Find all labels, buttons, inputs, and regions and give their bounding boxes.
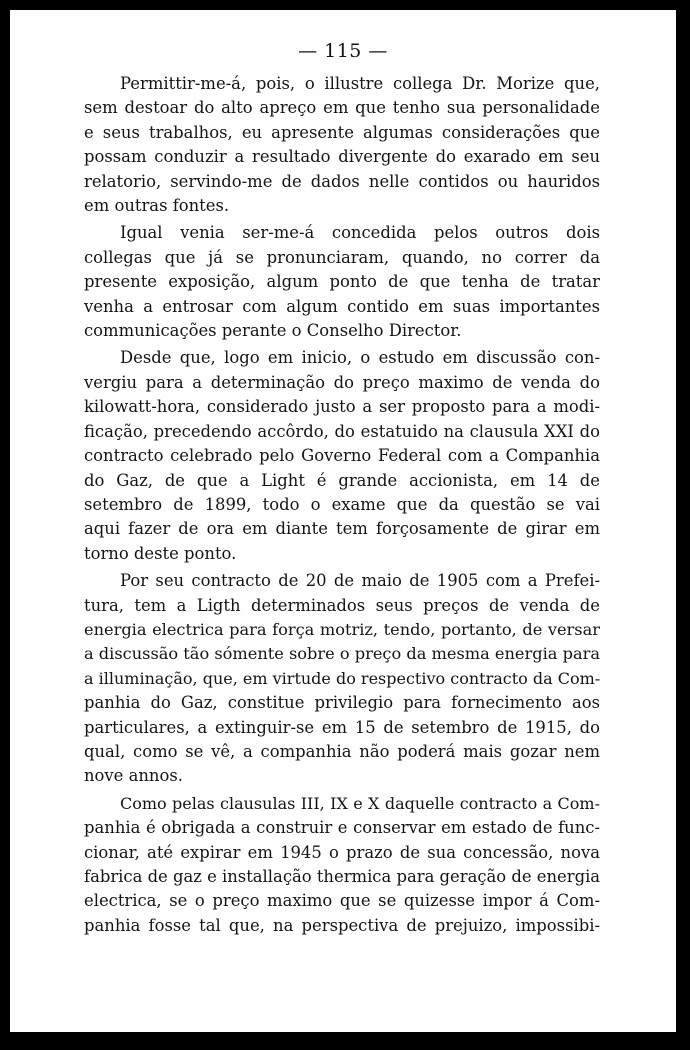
paragraph xyxy=(84,569,600,789)
text-line: torno deste ponto. xyxy=(84,543,237,563)
text-line: kilowatt-hora, considerado justo a ser proposto para a modi- xyxy=(84,397,600,417)
page-number: — 115 — xyxy=(298,40,388,62)
text-line: do Gaz, de que a Light é grande accionista, em 14 de xyxy=(84,470,600,490)
paragraph xyxy=(84,221,600,343)
text-line: nove annos. xyxy=(84,766,183,786)
document-page xyxy=(10,10,676,1032)
text-line: setembro de 1899, todo o exame que da questão se vai xyxy=(84,494,600,514)
text-line: Igual venia ser-me-á concedida pelos outros dois xyxy=(120,223,600,243)
text-line: energia electrica para força motriz, tendo, portanto, de versar xyxy=(84,619,600,639)
text-line: relatorio, servindo-me de dados nelle contidos ou hauridos xyxy=(84,171,600,191)
text-line: tura, tem a Ligth determinados seus preços de venda de xyxy=(84,595,600,615)
paragraph xyxy=(84,346,600,566)
text-line: a illuminação, que, em virtude do respectivo contracto da Com- xyxy=(84,668,601,688)
text-line: Desde que, logo em inicio, o estudo em discussão con- xyxy=(120,348,600,368)
text-line: venha a entrosar com algum contido em suas importantes xyxy=(84,296,600,316)
text-line: Como pelas clausulas III, IX e X daquelle contracto a Com- xyxy=(120,793,600,813)
text-line: em outras fontes. xyxy=(84,196,230,216)
text-line: possam conduzir a resultado divergente do exarado em seu xyxy=(84,147,600,167)
text-line: aqui fazer de ora em diante tem forçosamente de girar em xyxy=(84,519,600,539)
text-line: panhia do Gaz, constitue privilegio para fornecimento aos xyxy=(84,693,600,713)
text-line: sem destoar do alto apreço em que tenho sua personalidade xyxy=(84,98,600,118)
text-line: qual, como se vê, a companhia não poderá mais gozar nem xyxy=(84,741,600,761)
paragraph xyxy=(84,792,600,938)
text-line: presente exposição, algum ponto de que tenha de tratar xyxy=(84,272,600,292)
text-line: communicações perante o Conselho Director. xyxy=(84,321,462,341)
text-line: ficação, precedendo accôrdo, do estatuido na clausula XXI do xyxy=(84,421,600,441)
text-line: cionar, até expirar em 1945 o prazo de sua concessão, nova xyxy=(84,842,600,862)
text-line: particulares, a extinguir-se em 15 de setembro de 1915, do xyxy=(84,717,600,737)
text-line: panhia é obrigada a construir e conservar em estado de func- xyxy=(84,818,600,838)
text-line: electrica, se o preço maximo que se quizesse impor á Com- xyxy=(84,891,600,911)
text-line: e seus trabalhos, eu apresente algumas considerações que xyxy=(84,122,600,142)
body-text xyxy=(84,72,600,938)
text-line: panhia fosse tal que, na perspectiva de prejuizo, impossibi- xyxy=(84,915,600,935)
text-line: a discussão tão sómente sobre o preço da mesma energia para xyxy=(84,644,600,664)
paragraph xyxy=(84,72,600,218)
text-line: collegas que já se pronunciaram, quando, no correr da xyxy=(84,247,600,267)
text-line: fabrica de gaz e installação thermica para geração de energia xyxy=(84,867,601,886)
text-line: Permittir-me-á, pois, o illustre collega Dr. Morize que, xyxy=(120,74,600,93)
text-line: contracto celebrado pelo Governo Federal com a Companhia xyxy=(84,446,600,466)
text-line: Por seu contracto de 20 de maio de 1905 com a Prefei- xyxy=(120,571,600,591)
text-line: vergiu para a determinação do preço maximo de venda do xyxy=(84,372,600,392)
